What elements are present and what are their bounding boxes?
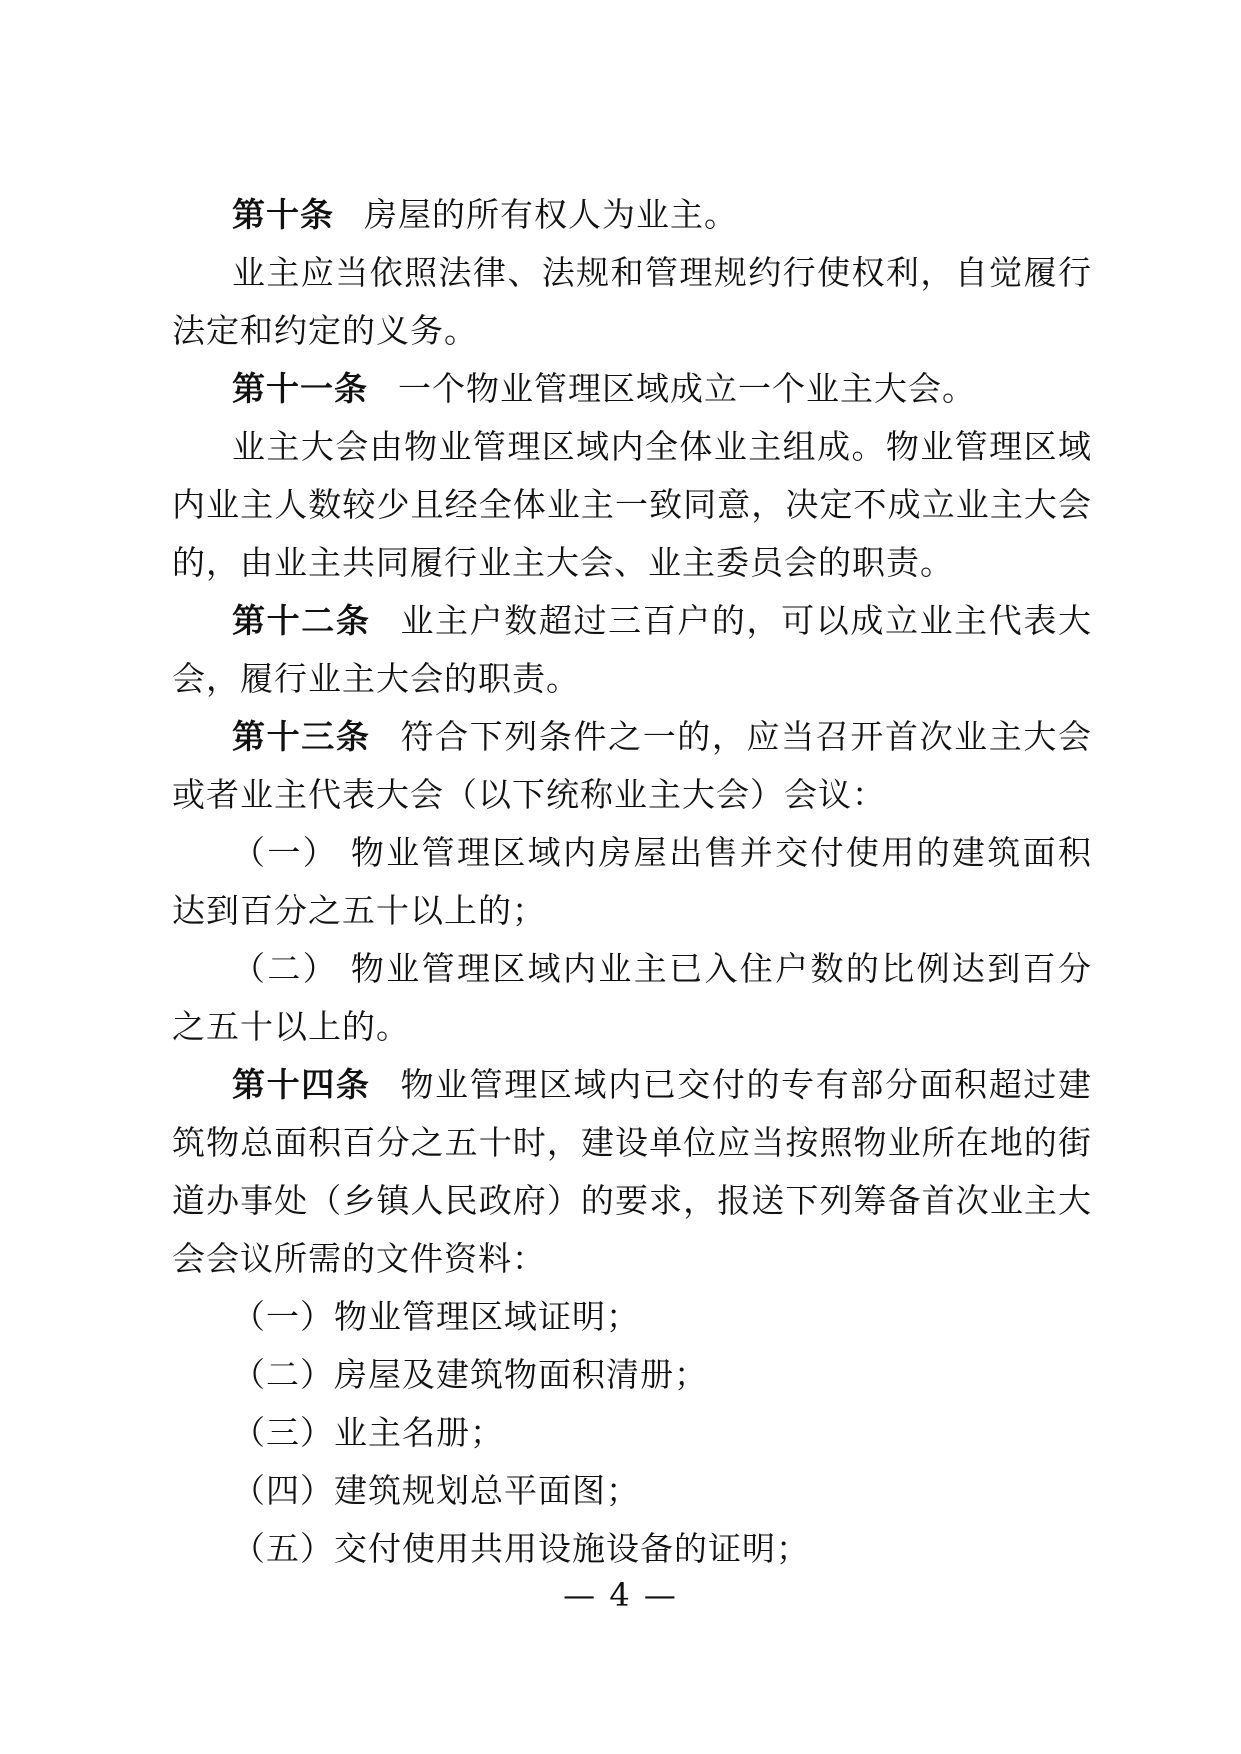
paragraph-text: 业主应当依照法律、法规和管理规约行使权利，自觉履行法定和约定的义务。 bbox=[172, 253, 1092, 350]
article-13 bbox=[172, 708, 1092, 824]
article-14 bbox=[172, 1056, 1092, 1288]
page-number: — 4 — bbox=[563, 1576, 678, 1614]
article-text: 符合下列条件之一的，应当召开首次业主大会或者业主代表大会（以下统称业主大会）会议： bbox=[172, 717, 1093, 814]
list-item-text: （二）房屋及建筑物面积清册； bbox=[232, 1355, 708, 1394]
article-13-item-2 bbox=[172, 940, 1092, 1056]
article-11-paragraph bbox=[172, 418, 1092, 592]
article-14-item-2 bbox=[172, 1346, 1092, 1404]
list-item-text: （三）业主名册； bbox=[232, 1413, 504, 1452]
article-11 bbox=[172, 360, 1092, 418]
article-10-paragraph bbox=[172, 244, 1092, 360]
article-label: 第十四条 bbox=[232, 1065, 371, 1104]
article-label: 第十条 bbox=[232, 195, 334, 234]
list-item-text: （二） 物业管理区域内业主已入住户数的比例达到百分之五十以上的。 bbox=[172, 949, 1092, 1046]
article-12 bbox=[172, 592, 1092, 708]
article-label: 第十二条 bbox=[232, 601, 371, 640]
list-item-text: （四）建筑规划总平面图； bbox=[232, 1471, 640, 1510]
article-text: 一个物业管理区域成立一个业主大会。 bbox=[398, 369, 976, 408]
article-10 bbox=[172, 186, 1092, 244]
list-item-text: （一） 物业管理区域内房屋出售并交付使用的建筑面积达到百分之五十以上的； bbox=[172, 833, 1092, 930]
article-14-item-1 bbox=[172, 1288, 1092, 1346]
article-text: 房屋的所有权人为业主。 bbox=[364, 195, 738, 234]
article-label: 第十一条 bbox=[232, 369, 368, 408]
article-14-item-5 bbox=[172, 1520, 1092, 1578]
article-14-item-3 bbox=[172, 1404, 1092, 1462]
article-13-item-1 bbox=[172, 824, 1092, 940]
article-14-item-4 bbox=[172, 1462, 1092, 1520]
article-text: 业主户数超过三百户的，可以成立业主代表大会，履行业主大会的职责。 bbox=[172, 601, 1093, 698]
list-item-text: （五）交付使用共用设施设备的证明； bbox=[232, 1529, 810, 1568]
paragraph-text: 业主大会由物业管理区域内全体业主组成。物业管理区域内业主人数较少且经全体业主一致同意，决定不成立业主大会的，由业主共同履行业主大会、业主委员会的职责。 bbox=[172, 427, 1092, 582]
document-body bbox=[172, 186, 1092, 1578]
list-item-text: （一）物业管理区域证明； bbox=[232, 1297, 640, 1336]
article-label: 第十三条 bbox=[232, 717, 371, 756]
article-text: 物业管理区域内已交付的专有部分面积超过建筑物总面积百分之五十时，建设单位应当按照物业所在地的街道办事处（乡镇人民政府）的要求，报送下列筹备首次业主大会会议所需的文件资料： bbox=[172, 1065, 1093, 1278]
